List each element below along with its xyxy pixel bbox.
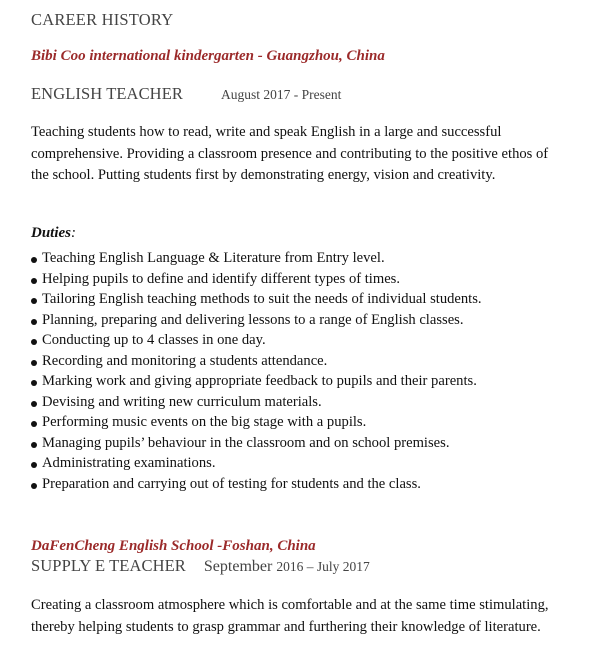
duty-item <box>31 392 591 413</box>
job-title: SUPPLY E TEACHER <box>31 556 186 575</box>
bullet-icon <box>31 421 37 427</box>
duty-item <box>31 433 591 454</box>
duty-item <box>31 330 591 351</box>
employer-name: Bibi Coo international kindergarten - Guangzhou, China <box>31 48 385 64</box>
section-title: CAREER HISTORY <box>31 10 174 29</box>
duty-item <box>31 310 591 331</box>
duties-colon: : <box>71 225 77 241</box>
job-dates: 2016 – July 2017 <box>276 559 370 574</box>
bullet-icon <box>31 442 37 448</box>
duty-text: Marking work and giving appropriate feedback to pupils and their parents. <box>42 373 477 389</box>
bullet-icon <box>31 319 37 325</box>
bullet-icon <box>31 380 37 386</box>
duty-item <box>31 289 591 310</box>
job-title-line <box>31 556 370 576</box>
duty-item <box>31 269 591 290</box>
bullet-icon <box>31 462 37 468</box>
bullet-icon <box>31 360 37 366</box>
duty-item <box>31 474 591 495</box>
duty-text: Preparation and carrying out of testing for students and the class. <box>42 475 421 492</box>
duty-text: Performing music events on the big stage with a pupils. <box>42 414 367 430</box>
job-dates-month: September <box>203 558 273 575</box>
job-title: ENGLISH TEACHER <box>31 84 183 103</box>
bullet-icon <box>31 483 37 489</box>
duties-label: Duties <box>31 225 72 241</box>
duty-text: Planning, preparing and delivering lessons to a range of English classes. <box>42 311 464 328</box>
employer-name: DaFenCheng English School -Foshan, China <box>31 538 316 554</box>
duty-item <box>31 371 591 392</box>
duty-text: Devising and writing new curriculum materials. <box>42 393 322 410</box>
duty-item <box>31 351 591 372</box>
duty-text: Administrating examinations. <box>42 455 216 471</box>
duties-heading <box>31 225 76 242</box>
duty-item <box>31 453 591 474</box>
bullet-icon <box>31 257 37 263</box>
duty-text: Tailoring English teaching methods to suit the needs of individual students. <box>42 291 482 307</box>
bullet-icon <box>31 401 37 407</box>
duty-text: Managing pupils’ behaviour in the classroom and on school premises. <box>42 434 450 451</box>
job-title-line <box>31 84 341 104</box>
duty-item <box>31 248 591 269</box>
job-description: Creating a classroom atmosphere which is comfortable and at the same time stimulating, thereby helping students to grasp grammar and furthering their knowledge of literature. <box>31 597 549 635</box>
job-description: Teaching students how to read, write and speak English in a large and successful comprehensive. Providing a classroom presence and contributing to the positive ethos of the school. Putting students first by demonstrating energy, vision and creativity. <box>31 124 549 183</box>
duty-text: Conducting up to 4 classes in one day. <box>42 332 266 348</box>
duty-item <box>31 412 591 433</box>
bullet-icon <box>31 339 37 345</box>
duty-text: Teaching English Language & Literature from Entry level. <box>42 250 385 266</box>
duty-text: Recording and monitoring a students attendance. <box>42 352 328 369</box>
bullet-icon <box>31 278 37 284</box>
duty-text: Helping pupils to define and identify different types of times. <box>42 270 401 287</box>
duties-list <box>31 248 591 494</box>
job-dates: August 2017 - Present <box>220 87 342 102</box>
bullet-icon <box>31 298 37 304</box>
